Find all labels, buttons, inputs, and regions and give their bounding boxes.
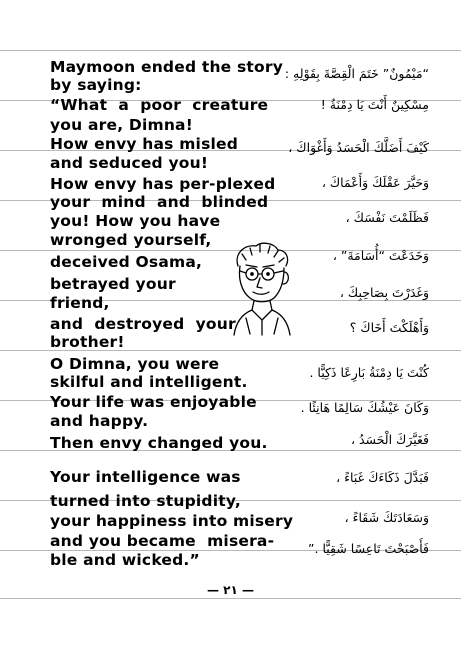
english-line: Your life was enjoyable bbox=[50, 393, 257, 411]
english-line: betrayed your bbox=[50, 275, 176, 293]
english-line: brother! bbox=[50, 333, 125, 351]
english-line: your happiness into misery bbox=[50, 512, 294, 530]
arabic-line: كَيْفَ أَضَلَّكَ الْحَسَدُ وَأَغْوَاكَ ، bbox=[288, 140, 429, 155]
arabic-line: مِسْكِينٌ أَنْتَ يَا دِمْنَةُ ! bbox=[320, 97, 429, 112]
english-line: and you became misera- bbox=[50, 532, 275, 550]
english-line: and seduced you! bbox=[50, 154, 209, 172]
english-line: turned into stupidity, bbox=[50, 492, 242, 510]
english-line: Then envy changed you. bbox=[50, 434, 268, 452]
english-line: and destroyed your bbox=[50, 315, 236, 333]
english-line: you are, Dimna! bbox=[50, 116, 193, 134]
ruled-line bbox=[0, 598, 461, 599]
english-line: “What a poor creature bbox=[50, 96, 269, 114]
ruled-line bbox=[0, 50, 461, 51]
old-man-with-glasses-portrait bbox=[228, 240, 296, 336]
english-line: you! How you have bbox=[50, 212, 221, 230]
english-line: friend, bbox=[50, 294, 110, 312]
arabic-line: “مَيْمُونٌ” خَتَمَ الْقِصَّةَ بِقَوْلِهِ : bbox=[284, 66, 429, 81]
arabic-line: وَكَانَ عَيْشُكَ سَالِمًا هَانِئًا . bbox=[300, 400, 429, 415]
arabic-line: وَخَدَعْتَ “أُسَامَةَ” ، bbox=[332, 248, 429, 263]
english-line: and happy. bbox=[50, 412, 149, 430]
english-line: skilful and intelligent. bbox=[50, 373, 248, 391]
english-line: ble and wicked.” bbox=[50, 551, 200, 569]
english-line: O Dimna, you were bbox=[50, 355, 220, 373]
arabic-line: وَحَيَّرَ عَقْلَكَ وَأَعْمَاكَ ، bbox=[321, 175, 429, 190]
english-line: How envy has misled bbox=[50, 135, 239, 153]
english-line: by saying: bbox=[50, 76, 142, 94]
english-line: Maymoon ended the story bbox=[50, 58, 284, 76]
arabic-line: وَأَهْلَكْتَ أَخَاكَ ؟ bbox=[349, 320, 429, 335]
english-line: How envy has per-plexed bbox=[50, 175, 276, 193]
arabic-line: وَسَعَادَتَكَ شَقَاءً ، bbox=[344, 510, 429, 525]
english-line: deceived Osama, bbox=[50, 253, 203, 271]
english-line: Your intelligence was bbox=[50, 468, 241, 486]
arabic-line: كُنْتَ يَا دِمْنَةُ بَارِعًا ذَكِيًّا . bbox=[309, 365, 429, 380]
arabic-line: فَأَصْبَحْتَ تَاعِسًا شَقِيًّا .” bbox=[308, 541, 429, 556]
arabic-line: فَبَدَّلَ ذَكَاءَكَ غَبَاءً ، bbox=[336, 470, 429, 485]
arabic-line: فَظَلَمْتَ نَفْسَكَ ، bbox=[345, 210, 429, 225]
page-number: — ٢١ — bbox=[206, 583, 255, 597]
english-line: your mind and blinded bbox=[50, 193, 269, 211]
english-line: wronged yourself, bbox=[50, 231, 212, 249]
arabic-line: وَغَدَرْتَ بِصَاحِبِكَ ، bbox=[339, 285, 429, 300]
arabic-line: فَغَيَّرَكَ الْحَسَدُ ، bbox=[350, 432, 429, 447]
